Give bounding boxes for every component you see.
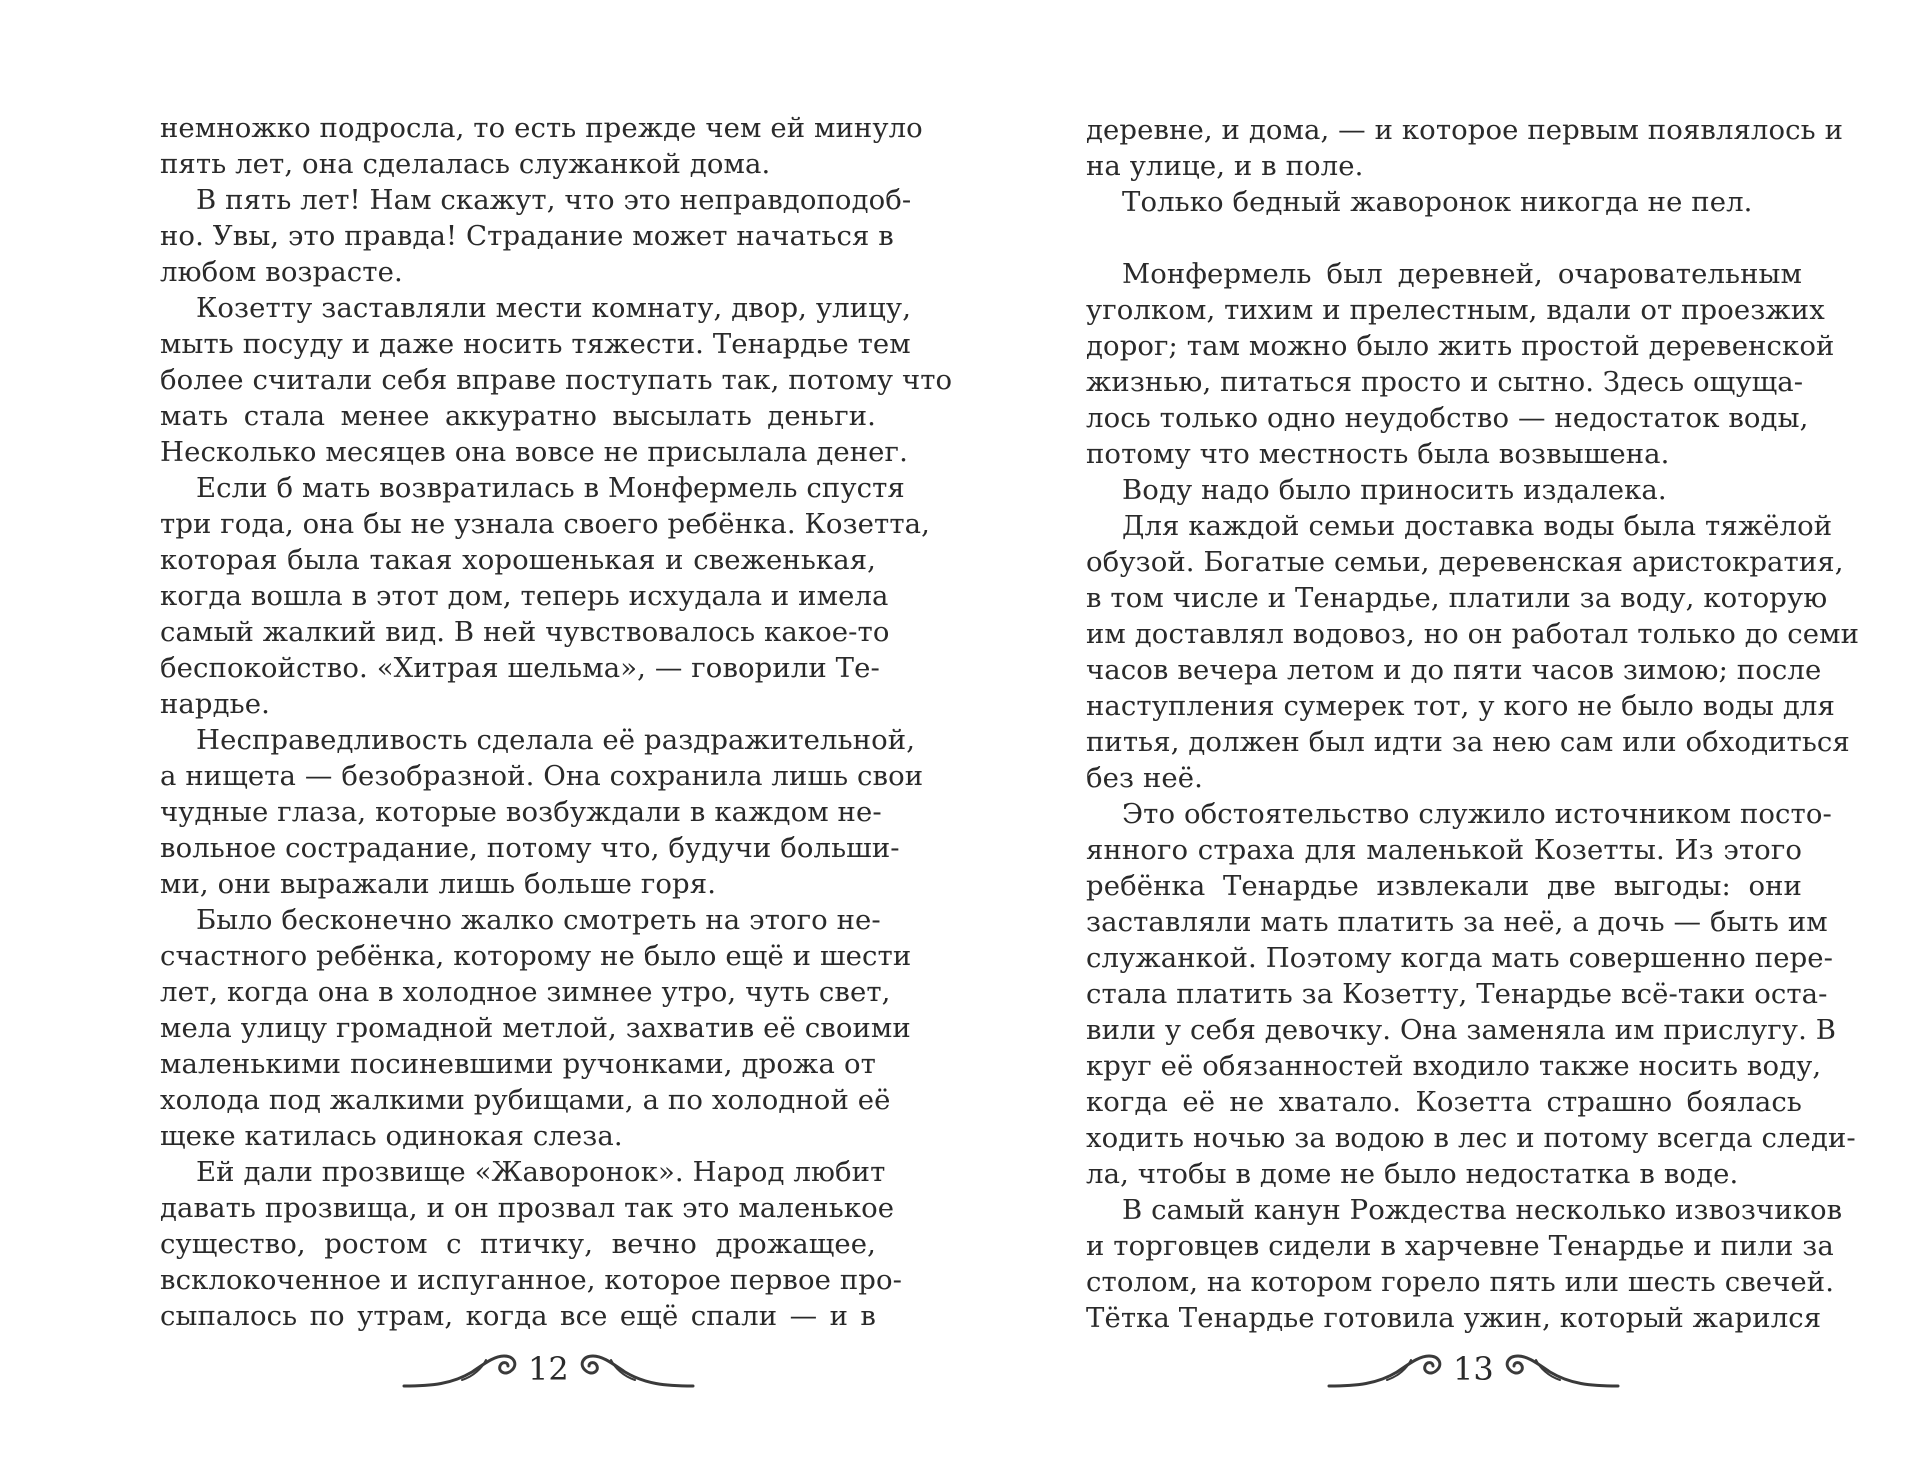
- text-line: на улице, и в поле.: [1086, 150, 1364, 182]
- text-line: любом возрасте.: [160, 256, 403, 288]
- text-line: заставляли мать платить за неё, а дочь — быть им: [1086, 906, 1828, 938]
- page-number: 12: [528, 1350, 569, 1388]
- text-line: сыпалось по утрам, когда все ещё спали — и в: [160, 1300, 876, 1332]
- text-line: Для каждой семьи доставка воды была тяжёлой: [1122, 510, 1833, 542]
- text-line: Это обстоятельство служило источником посто-: [1122, 798, 1832, 830]
- text-line: вольное сострадание, потому что, будучи больши-: [160, 832, 900, 864]
- text-line: мела улицу громадной метлой, захватив её своими: [160, 1012, 911, 1044]
- left-page-folio: [402, 1344, 695, 1394]
- text-line: деревне, и дома, — и которое первым появлялось и: [1086, 114, 1843, 146]
- right-page-text: [1086, 112, 1860, 1336]
- text-line: служанкой. Поэтому когда мать совершенно пере-: [1086, 942, 1834, 974]
- text-line: без неё.: [1086, 762, 1203, 794]
- text-line: ла, чтобы в доме не было недостатка в воде.: [1086, 1158, 1739, 1190]
- text-line: Козетту заставляли мести комнату, двор, улицу,: [196, 292, 912, 324]
- text-line: янного страха для маленькой Козетты. Из этого: [1086, 834, 1802, 866]
- text-line: мать стала менее аккуратно высылать деньги.: [160, 400, 876, 432]
- scroll-ornament-right-icon: [1502, 1346, 1620, 1392]
- scroll-ornament-left-icon: [1327, 1346, 1445, 1392]
- text-line: самый жалкий вид. В ней чувствовалось какое-то: [160, 616, 890, 648]
- text-line: жизнью, питаться просто и сытно. Здесь ощуща-: [1086, 366, 1804, 398]
- left-page-text: [160, 110, 953, 1334]
- text-line: им доставлял водовоз, но он работал только до семи: [1086, 618, 1860, 650]
- text-line: когда вошла в этот дом, теперь исхудала и имела: [160, 580, 889, 612]
- text-line: но. Увы, это правда! Страдание может начаться в: [160, 220, 894, 252]
- text-line: круг её обязанностей входило также носить воду,: [1086, 1050, 1822, 1082]
- text-line: когда её не хватало. Козетта страшно боялась: [1086, 1086, 1802, 1118]
- text-line: В самый канун Рождества несколько извозчиков: [1122, 1194, 1843, 1226]
- text-line: пять лет, она сделалась служанкой дома.: [160, 148, 771, 180]
- text-line: вили у себя девочку. Она заменяла им прислугу. В: [1086, 1014, 1837, 1046]
- text-line: маленькими посиневшими ручонками, дрожа от: [160, 1048, 876, 1080]
- text-line: Если б мать возвратилась в Монфермель спустя: [196, 472, 905, 504]
- text-line: Монфермель был деревней, очаровательным: [1122, 258, 1802, 290]
- text-line: чудные глаза, которые возбуждали в каждом не-: [160, 796, 882, 828]
- right-page-folio: [1327, 1344, 1620, 1394]
- text-line: ребёнка Тенардье извлекали две выгоды: они: [1086, 870, 1802, 902]
- text-line: стала платить за Козетту, Тенардье всё-таки оста-: [1086, 978, 1828, 1010]
- text-line: более считали себя вправе поступать так, потому что: [160, 364, 953, 396]
- text-line: столом, на котором горело пять или шесть свечей.: [1086, 1266, 1835, 1298]
- page-number: 13: [1453, 1350, 1494, 1388]
- text-line: дорог; там можно было жить простой деревенской: [1086, 330, 1835, 362]
- text-line: которая была такая хорошенькая и свеженькая,: [160, 544, 876, 576]
- text-line: существо, ростом с птичку, вечно дрожащее,: [160, 1228, 876, 1260]
- text-line: и торговцев сидели в харчевне Тенардье и пили за: [1086, 1230, 1834, 1262]
- text-line: питья, должен был идти за нею сам или обходиться: [1086, 726, 1850, 758]
- text-line: потому что местность была возвышена.: [1086, 438, 1670, 470]
- text-line: Тётка Тенардье готовила ужин, который жарился: [1086, 1302, 1822, 1334]
- text-line: наступления сумерек тот, у кого не было воды для: [1086, 690, 1835, 722]
- text-line: обузой. Богатые семьи, деревенская аристократия,: [1086, 546, 1844, 578]
- text-line: Несправедливость сделала её раздражительной,: [196, 724, 916, 756]
- text-line: Было бесконечно жалко смотреть на этого не-: [196, 904, 881, 936]
- text-line: счастного ребёнка, которому не было ещё и шести: [160, 940, 912, 972]
- text-line: в том числе и Тенардье, платили за воду, которую: [1086, 582, 1828, 614]
- text-line: Только бедный жаворонок никогда не пел.: [1122, 186, 1753, 218]
- scroll-ornament-right-icon: [577, 1346, 695, 1392]
- text-line: Воду надо было приносить издалека.: [1122, 474, 1667, 506]
- text-line: всклокоченное и испуганное, которое первое про-: [160, 1264, 903, 1296]
- text-line: беспокойство. «Хитрая шельма», — говорили Те-: [160, 652, 880, 684]
- text-line: три года, она бы не узнала своего ребёнка. Козетта,: [160, 508, 931, 540]
- text-line: В пять лет! Нам скажут, что это неправдоподоб-: [196, 184, 912, 216]
- text-line: щеке катилась одинокая слеза.: [160, 1120, 623, 1152]
- text-line: немножко подросла, то есть прежде чем ей минуло: [160, 112, 923, 144]
- text-line: Несколько месяцев она вовсе не присылала денег.: [160, 436, 908, 468]
- paragraph-gap: [1086, 220, 1802, 256]
- text-line: Ей дали прозвище «Жаворонок». Народ любит: [196, 1156, 886, 1188]
- text-line: а нищета — безобразной. Она сохранила лишь свои: [160, 760, 924, 792]
- text-line: нардье.: [160, 688, 270, 720]
- text-line: ми, они выражали лишь больше горя.: [160, 868, 717, 900]
- text-line: уголком, тихим и прелестным, вдали от проезжих: [1086, 294, 1825, 326]
- text-line: часов вечера летом и до пяти часов зимою; после: [1086, 654, 1822, 686]
- text-line: мыть посуду и даже носить тяжести. Тенардье тем: [160, 328, 911, 360]
- text-line: давать прозвища, и он прозвал так это маленькое: [160, 1192, 895, 1224]
- scroll-ornament-left-icon: [402, 1346, 520, 1392]
- text-line: холода под жалкими рубищами, а по холодной её: [160, 1084, 891, 1116]
- text-line: лет, когда она в холодное зимнее утро, чуть свет,: [160, 976, 891, 1008]
- text-line: ходить ночью за водою в лес и потому всегда следи-: [1086, 1122, 1856, 1154]
- text-line: лось только одно неудобство — недостаток воды,: [1086, 402, 1809, 434]
